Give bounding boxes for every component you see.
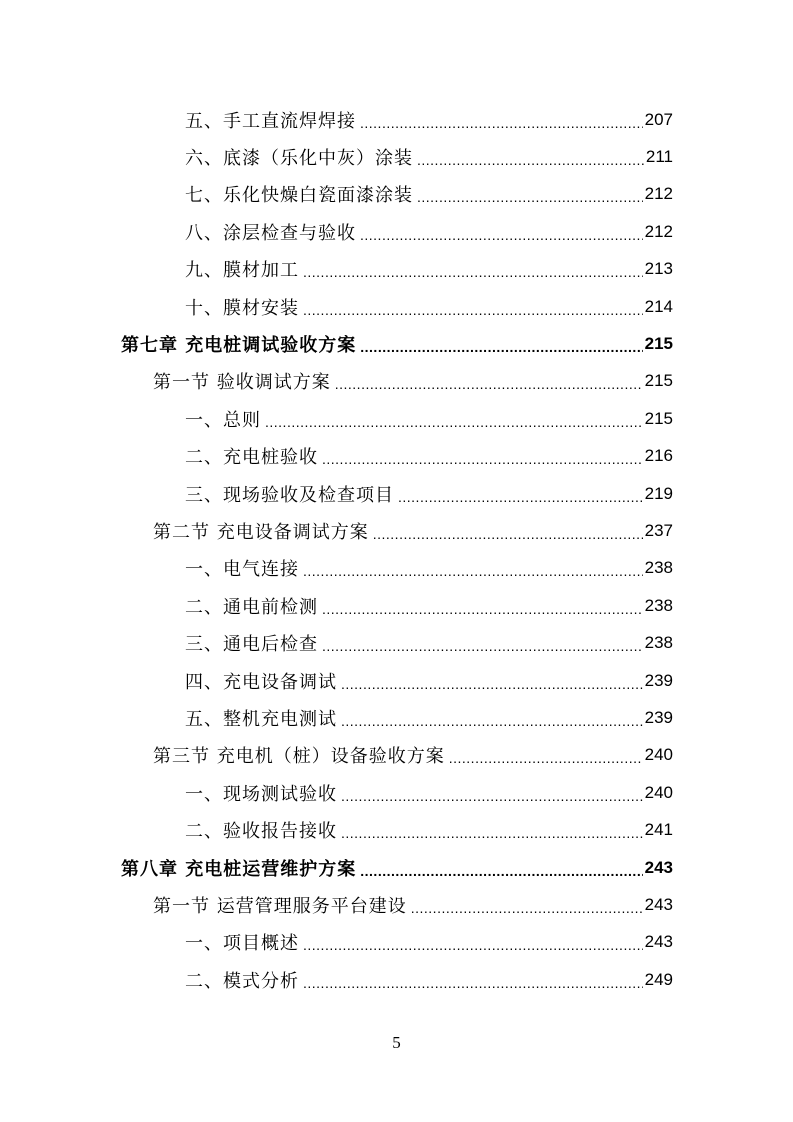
- toc-dot-leader: [341, 820, 643, 840]
- toc-dot-leader: [449, 745, 643, 765]
- toc-entry-title: 六、底漆（乐化中灰）涂装: [185, 148, 413, 170]
- toc-entry-title: 五、手工直流焊焊接: [185, 110, 356, 132]
- toc-entry-title: 第三节 充电机（桩）设备验收方案: [153, 746, 445, 768]
- toc-entry[interactable]: [0, 662, 793, 699]
- toc-entry-title: 七、乐化快燥白瓷面漆涂装: [185, 185, 413, 207]
- toc-dot-leader: [360, 222, 643, 242]
- toc-dot-leader: [417, 184, 643, 204]
- toc-section-entry[interactable]: [0, 886, 793, 923]
- toc-chapter-entry[interactable]: [0, 325, 793, 362]
- toc-entry-page: 240: [644, 745, 673, 765]
- toc-entry-title: 三、通电后检查: [185, 634, 318, 656]
- toc-entry[interactable]: [0, 475, 793, 512]
- toc-entry-title: 二、充电桩验收: [185, 447, 318, 469]
- toc-entry-page: 238: [644, 633, 673, 653]
- toc-entry[interactable]: [0, 550, 793, 587]
- toc-dot-leader: [303, 558, 643, 578]
- toc-entry-page: 214: [644, 296, 673, 316]
- toc-entry-title: 二、通电前检测: [185, 596, 318, 618]
- toc-entry-title: 三、现场验收及检查项目: [185, 484, 394, 506]
- toc-entry-page: 212: [644, 221, 673, 241]
- toc-dot-leader: [360, 334, 642, 354]
- toc-entry-title: 二、验收报告接收: [185, 821, 337, 843]
- toc-entry-page: 243: [644, 894, 673, 914]
- toc-dot-leader: [341, 783, 643, 803]
- page-number: 5: [392, 1033, 401, 1052]
- table-of-contents: [0, 101, 793, 998]
- toc-entry-title: 一、电气连接: [185, 559, 299, 581]
- toc-entry-title: 一、现场测试验收: [185, 783, 337, 805]
- toc-dot-leader: [335, 371, 643, 391]
- toc-entry[interactable]: [0, 774, 793, 811]
- toc-entry[interactable]: [0, 699, 793, 736]
- toc-entry[interactable]: [0, 587, 793, 624]
- toc-entry-title: 九、膜材加工: [185, 260, 299, 282]
- toc-entry-page: 241: [644, 820, 673, 840]
- toc-dot-leader: [322, 596, 643, 616]
- toc-dot-leader: [303, 932, 643, 952]
- toc-entry-title: 十、膜材安装: [185, 297, 299, 319]
- toc-entry-title: 四、充电设备调试: [185, 671, 337, 693]
- toc-dot-leader: [360, 110, 643, 130]
- toc-dot-leader: [265, 409, 643, 429]
- toc-section-entry[interactable]: [0, 512, 793, 549]
- toc-entry-page: 238: [644, 558, 673, 578]
- toc-entry-page: 215: [644, 408, 673, 428]
- toc-dot-leader: [341, 671, 643, 691]
- toc-entry-title: 五、整机充电测试: [185, 708, 337, 730]
- toc-entry[interactable]: [0, 213, 793, 250]
- toc-entry-page: 215: [644, 371, 673, 391]
- toc-entry[interactable]: [0, 961, 793, 998]
- toc-entry-page: 237: [644, 520, 673, 540]
- toc-entry-page: 239: [644, 707, 673, 727]
- toc-dot-leader: [322, 446, 643, 466]
- toc-entry-title: 一、项目概述: [185, 933, 299, 955]
- toc-entry-title: 二、模式分析: [185, 970, 299, 992]
- toc-section-entry[interactable]: [0, 737, 793, 774]
- toc-entry-page: 249: [644, 969, 673, 989]
- toc-dot-leader: [411, 895, 643, 915]
- toc-entry[interactable]: [0, 811, 793, 848]
- toc-chapter-entry[interactable]: [0, 849, 793, 886]
- toc-entry[interactable]: [0, 288, 793, 325]
- toc-dot-leader: [417, 147, 644, 167]
- toc-entry[interactable]: [0, 924, 793, 961]
- toc-dot-leader: [303, 297, 643, 317]
- toc-entry-page: 219: [644, 483, 673, 503]
- toc-section-entry[interactable]: [0, 363, 793, 400]
- toc-dot-leader: [341, 708, 643, 728]
- toc-entry-page: 243: [644, 857, 673, 877]
- toc-entry[interactable]: [0, 176, 793, 213]
- toc-dot-leader: [398, 484, 643, 504]
- toc-entry-title: 一、总则: [185, 409, 261, 431]
- toc-entry[interactable]: [0, 400, 793, 437]
- toc-entry[interactable]: [0, 438, 793, 475]
- toc-dot-leader: [322, 633, 643, 653]
- toc-entry[interactable]: [0, 251, 793, 288]
- toc-entry-page: 239: [644, 670, 673, 690]
- toc-entry-page: 212: [644, 184, 673, 204]
- toc-entry-title: 第一节 验收调试方案: [153, 372, 331, 394]
- toc-dot-leader: [303, 970, 643, 990]
- toc-entry-page: 243: [644, 932, 673, 952]
- toc-entry-title: 八、涂层检查与验收: [185, 222, 356, 244]
- toc-entry-title: 第七章 充电桩调试验收方案: [121, 335, 357, 357]
- toc-entry-page: 238: [644, 595, 673, 615]
- toc-dot-leader: [360, 858, 642, 878]
- toc-entry-page: 240: [644, 782, 673, 802]
- toc-entry-title: 第八章 充电桩运营维护方案: [121, 858, 357, 880]
- toc-dot-leader: [303, 259, 643, 279]
- toc-entry-page: 213: [644, 259, 673, 279]
- toc-entry[interactable]: [0, 138, 793, 175]
- toc-entry[interactable]: [0, 624, 793, 661]
- toc-entry-title: 第一节 运营管理服务平台建设: [153, 895, 407, 917]
- toc-entry-page: 215: [644, 334, 673, 354]
- toc-entry-page: 216: [644, 446, 673, 466]
- toc-entry-title: 第二节 充电设备调试方案: [153, 521, 369, 543]
- toc-entry-page: 211: [645, 147, 673, 167]
- toc-entry[interactable]: [0, 101, 793, 138]
- toc-entry-page: 207: [644, 109, 673, 129]
- toc-dot-leader: [373, 521, 643, 541]
